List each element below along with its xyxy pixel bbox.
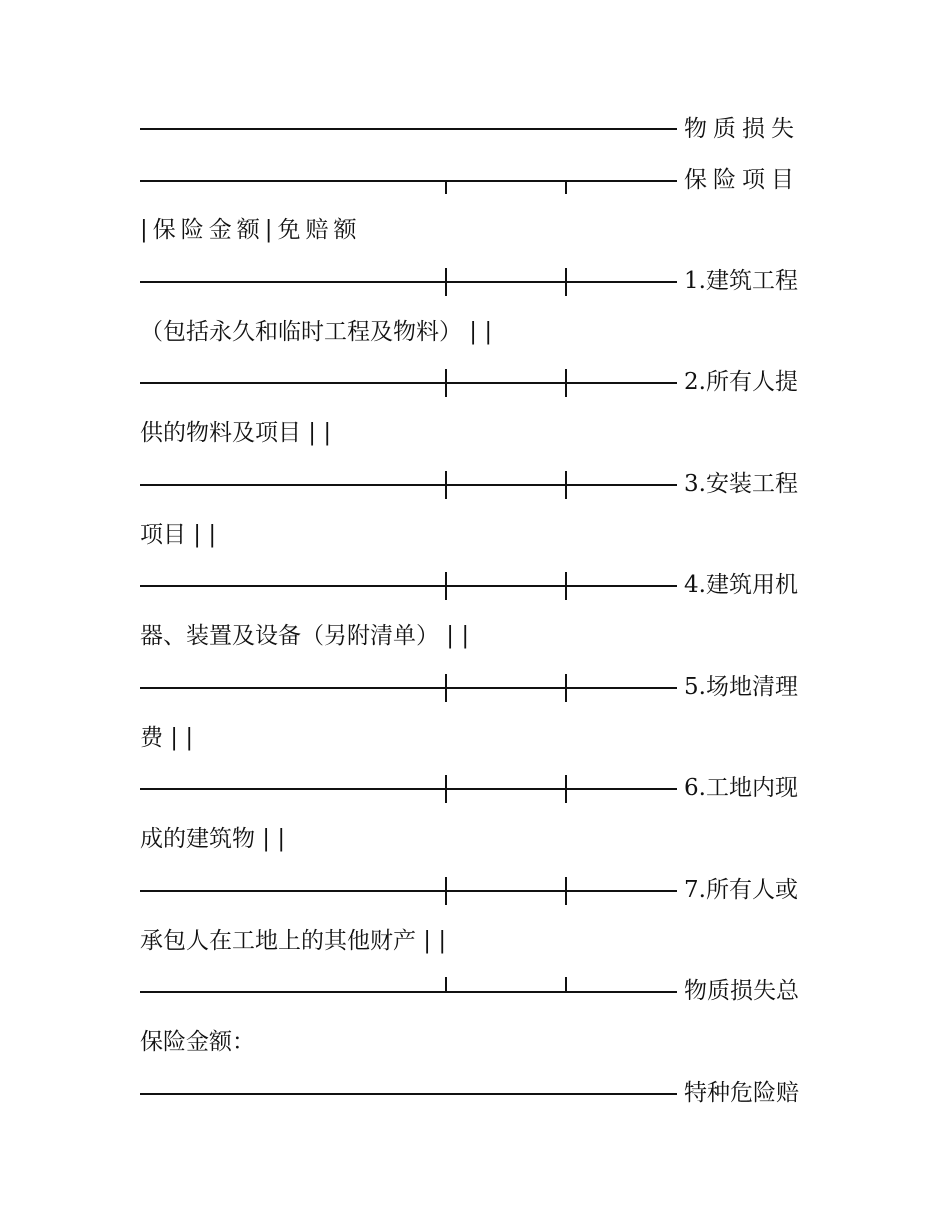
column-tick <box>565 369 567 397</box>
item-label-4: 4.建筑用机 <box>684 572 798 598</box>
form-rule <box>140 585 677 587</box>
item-text-1: （包括永久和临时工程及物料） | | <box>140 319 493 345</box>
column-tick <box>445 369 447 397</box>
column-tick <box>565 572 567 600</box>
item-label-3: 3.安装工程 <box>684 471 798 497</box>
column-tick <box>445 180 447 194</box>
column-tick <box>565 180 567 194</box>
column-tick <box>565 775 567 803</box>
item-label-1: 1.建筑工程 <box>684 268 798 294</box>
column-tick <box>445 572 447 600</box>
column-tick <box>445 674 447 702</box>
form-rule <box>140 382 677 384</box>
total-text: 保险金额： <box>140 1029 255 1055</box>
column-tick <box>445 977 447 991</box>
form-rule <box>140 687 677 689</box>
item-text-5: 费 | | <box>140 725 194 751</box>
form-rule <box>140 484 677 486</box>
item-label-7: 7.所有人或 <box>684 877 798 903</box>
special-risk-label: 特种危险赔 <box>684 1080 799 1106</box>
item-text-4: 器、装置及设备（另附清单） | | <box>140 623 470 649</box>
column-tick <box>565 977 567 991</box>
item-text-6: 成的建筑物 | | <box>140 826 286 852</box>
column-tick <box>445 268 447 296</box>
form-rule <box>140 1093 677 1095</box>
column-tick <box>565 471 567 499</box>
column-tick <box>445 471 447 499</box>
form-rule <box>140 180 677 182</box>
form-rule <box>140 281 677 283</box>
column-tick <box>565 877 567 905</box>
column-tick <box>445 877 447 905</box>
form-rule <box>140 991 677 993</box>
item-text-7: 承包人在工地上的其他财产 | | <box>140 928 447 954</box>
column-tick <box>565 674 567 702</box>
form-rule <box>140 128 677 130</box>
column-tick <box>445 775 447 803</box>
column-tick <box>565 268 567 296</box>
form-rule <box>140 788 677 790</box>
total-label: 物质损失总 <box>684 978 799 1004</box>
section-label-material-loss: 物质损失 <box>684 116 800 142</box>
item-label-5: 5.场地清理 <box>684 674 798 700</box>
item-text-3: 项目 | | <box>140 522 217 548</box>
header-insured-item: 保险项目 <box>684 167 800 193</box>
item-text-2: 供的物料及项目 | | <box>140 420 332 446</box>
form-rule <box>140 890 677 892</box>
item-label-6: 6.工地内现 <box>684 775 798 801</box>
header-sum-insured-deductible: |保险金额|免赔额 <box>140 217 362 243</box>
item-label-2: 2.所有人提 <box>684 369 798 395</box>
